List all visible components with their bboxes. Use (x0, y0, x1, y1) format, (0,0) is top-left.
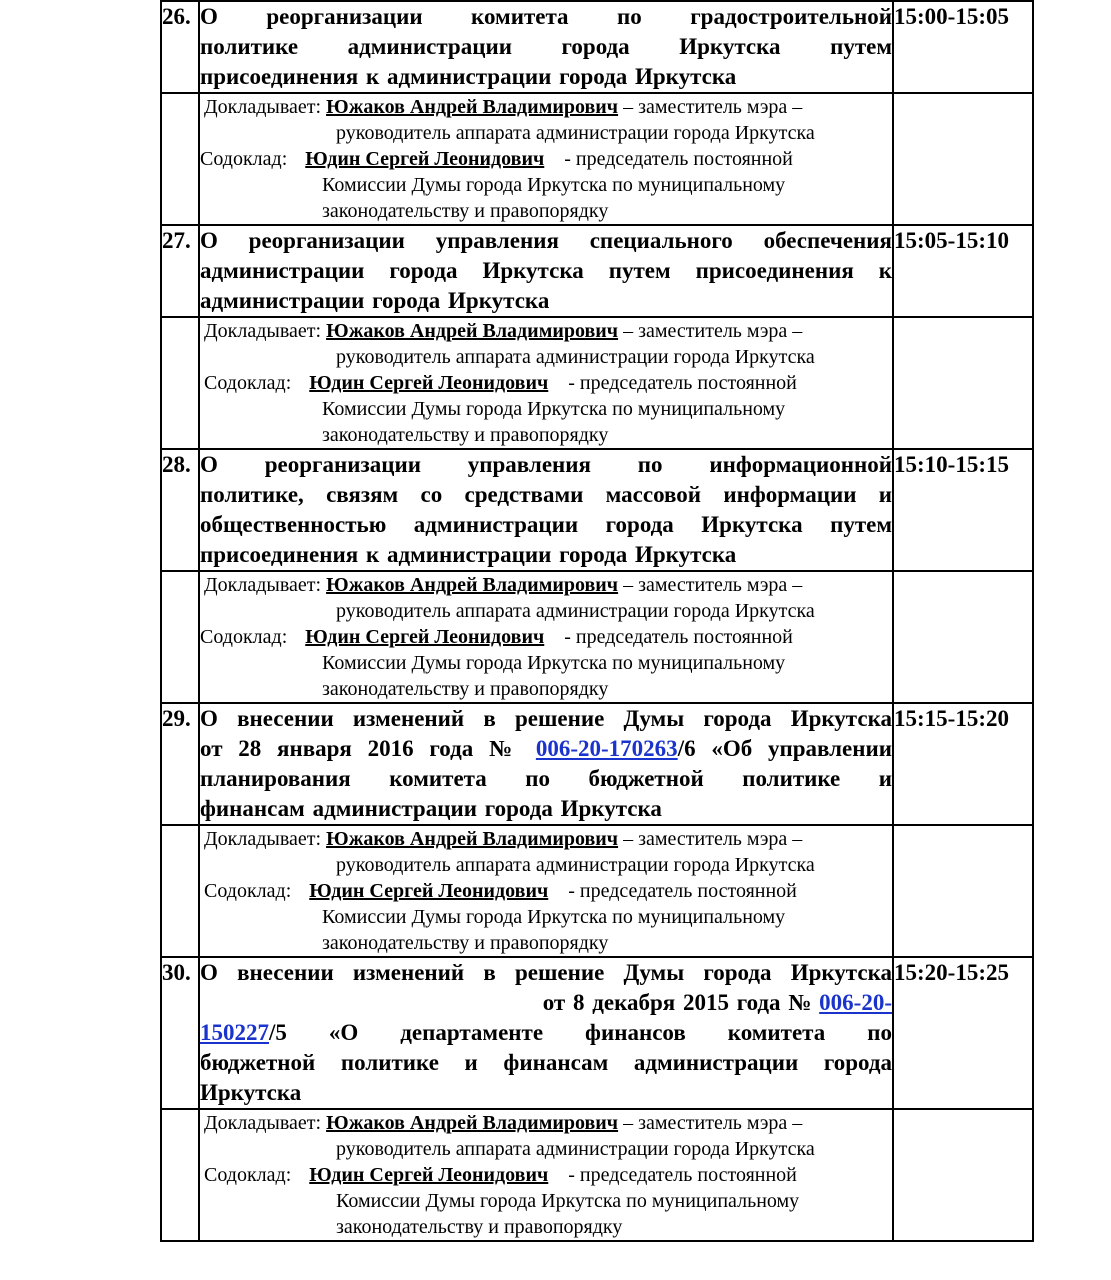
coreporter-name: Юдин Сергей Леонидович (309, 1164, 549, 1186)
coreporter-label: Содоклад: (200, 626, 288, 648)
coreporter-name: Юдин Сергей Леонидович (305, 148, 545, 170)
coreporter-role-line: Комиссии Думы города Иркутска по муниципальному (322, 652, 786, 674)
agenda-item-26-speakers (161, 93, 1033, 225)
speakers-info (199, 825, 893, 957)
title-line: О внесении изменений в решение Думы города Иркутска (200, 960, 892, 985)
item-time: 15:05-15:10 (893, 225, 1033, 317)
title-line: политике администрации города Иркутска путем (200, 34, 892, 59)
agenda-item-28-speakers (161, 571, 1033, 703)
title-line: от 28 января 2016 года № 006-20-170263/6 «Об управлении (200, 736, 893, 761)
title-line: бюджетной политике и финансам администрации города (200, 1050, 892, 1075)
coreporter-label: Содоклад: (200, 148, 288, 170)
agenda-item-29-speakers (161, 825, 1033, 957)
title-line: присоединения к администрации города Иркутска (200, 542, 737, 567)
speakers-info (199, 571, 893, 703)
reporter-label: Докладывает: (204, 1112, 322, 1134)
reporter-label: Докладывает: (204, 828, 322, 850)
item-title (199, 225, 893, 317)
title-line: 150227/5 «О департаменте финансов комитета по (200, 1020, 892, 1045)
title-line: О внесении изменений в решение Думы города Иркутска (200, 706, 892, 731)
coreporter-role-line: законодательству и правопорядку (322, 678, 609, 700)
coreporter-name: Юдин Сергей Леонидович (309, 880, 549, 902)
coreporter-name: Юдин Сергей Леонидович (309, 372, 549, 394)
reporter-name: Южаков Андрей Владимирович (326, 96, 619, 118)
coreporter-role-line: Комиссии Думы города Иркутска по муниципальному (322, 906, 786, 928)
reporter-label: Докладывает: (204, 320, 322, 342)
coreporter-role-line: законодательству и правопорядку (322, 424, 609, 446)
decision-link[interactable]: 006-20-170263 (535, 736, 678, 761)
speakers-info (199, 1109, 893, 1241)
item-title (199, 1, 893, 93)
decision-link[interactable]: 006-20- (819, 990, 892, 1015)
agenda-item-30 (161, 957, 1033, 1109)
item-time: 15:15-15:20 (893, 703, 1033, 825)
item-title (199, 703, 893, 825)
title-line: Иркутска (200, 1080, 302, 1105)
speakers-info (199, 93, 893, 225)
item-number: 28. (161, 449, 199, 571)
title-line: планирования комитета по бюджетной политике и (200, 766, 892, 791)
reporter-role-line: руководитель аппарата администрации города Иркутска (336, 346, 815, 368)
item-time: 15:00-15:05 (893, 1, 1033, 93)
item-number: 30. (161, 957, 199, 1109)
speakers-info (199, 317, 893, 449)
title-line: О реорганизации управления специального обеспечения (200, 228, 892, 253)
coreporter-role-line: законодательству и правопорядку (322, 932, 609, 954)
decision-link-cont[interactable]: 150227 (200, 1020, 269, 1045)
title-line: политике, связям со средствами массовой информации и (200, 482, 892, 507)
reporter-role: – заместитель мэра – (623, 828, 803, 850)
reporter-name: Южаков Андрей Владимирович (326, 828, 619, 850)
agenda-item-27-speakers (161, 317, 1033, 449)
coreporter-role-line: законодательству и правопорядку (322, 200, 609, 222)
coreporter-role: - председатель постоянной (568, 1164, 797, 1186)
coreporter-role: - председатель постоянной (564, 626, 793, 648)
reporter-role-line: руководитель аппарата администрации города Иркутска (336, 854, 815, 876)
agenda-item-30-speakers (161, 1109, 1033, 1241)
title-line: администрации города Иркутска путем присоединения к (200, 258, 892, 283)
agenda-item-27 (161, 225, 1033, 317)
coreporter-role-line: Комиссии Думы города Иркутска по муниципальному (336, 1190, 800, 1212)
title-line: от 8 декабря 2015 года № 006-20- (542, 990, 892, 1015)
item-number: 26. (161, 1, 199, 93)
reporter-label: Докладывает: (204, 574, 322, 596)
item-number: 27. (161, 225, 199, 317)
coreporter-label: Содоклад: (204, 1164, 292, 1186)
coreporter-role: - председатель постоянной (568, 880, 797, 902)
coreporter-role: - председатель постоянной (568, 372, 797, 394)
reporter-name: Южаков Андрей Владимирович (326, 1112, 619, 1134)
agenda-item-26 (161, 1, 1033, 93)
item-title (199, 449, 893, 571)
title-line: финансам администрации города Иркутска (200, 796, 662, 821)
reporter-role-line: руководитель аппарата администрации города Иркутска (336, 122, 815, 144)
reporter-name: Южаков Андрей Владимирович (326, 574, 619, 596)
coreporter-role-line: законодательству и правопорядку (336, 1216, 623, 1238)
title-line: О реорганизации комитета по градостроительной (200, 4, 892, 29)
title-line: общественностью администрации города Иркутска путем (200, 512, 892, 537)
reporter-role: – заместитель мэра – (623, 574, 803, 596)
title-line: присоединения к администрации города Иркутска (200, 64, 737, 89)
reporter-name: Южаков Андрей Владимирович (326, 320, 619, 342)
item-number: 29. (161, 703, 199, 825)
agenda-item-29 (161, 703, 1033, 825)
title-line: администрации города Иркутска (200, 288, 550, 313)
reporter-role: – заместитель мэра – (623, 320, 803, 342)
reporter-role: – заместитель мэра – (623, 96, 803, 118)
coreporter-role: - председатель постоянной (564, 148, 793, 170)
reporter-role-line: руководитель аппарата администрации города Иркутска (336, 1138, 815, 1160)
reporter-label: Докладывает: (204, 96, 322, 118)
coreporter-label: Содоклад: (204, 880, 292, 902)
agenda-table (160, 0, 1034, 1242)
agenda-item-28 (161, 449, 1033, 571)
item-time: 15:20-15:25 (893, 957, 1033, 1109)
coreporter-role-line: Комиссии Думы города Иркутска по муниципальному (322, 174, 786, 196)
reporter-role: – заместитель мэра – (623, 1112, 803, 1134)
reporter-role-line: руководитель аппарата администрации города Иркутска (336, 600, 815, 622)
item-title (199, 957, 893, 1109)
coreporter-name: Юдин Сергей Леонидович (305, 626, 545, 648)
coreporter-label: Содоклад: (204, 372, 292, 394)
item-time: 15:10-15:15 (893, 449, 1033, 571)
title-line: О реорганизации управления по информационной (200, 452, 892, 477)
coreporter-role-line: Комиссии Думы города Иркутска по муниципальному (322, 398, 786, 420)
